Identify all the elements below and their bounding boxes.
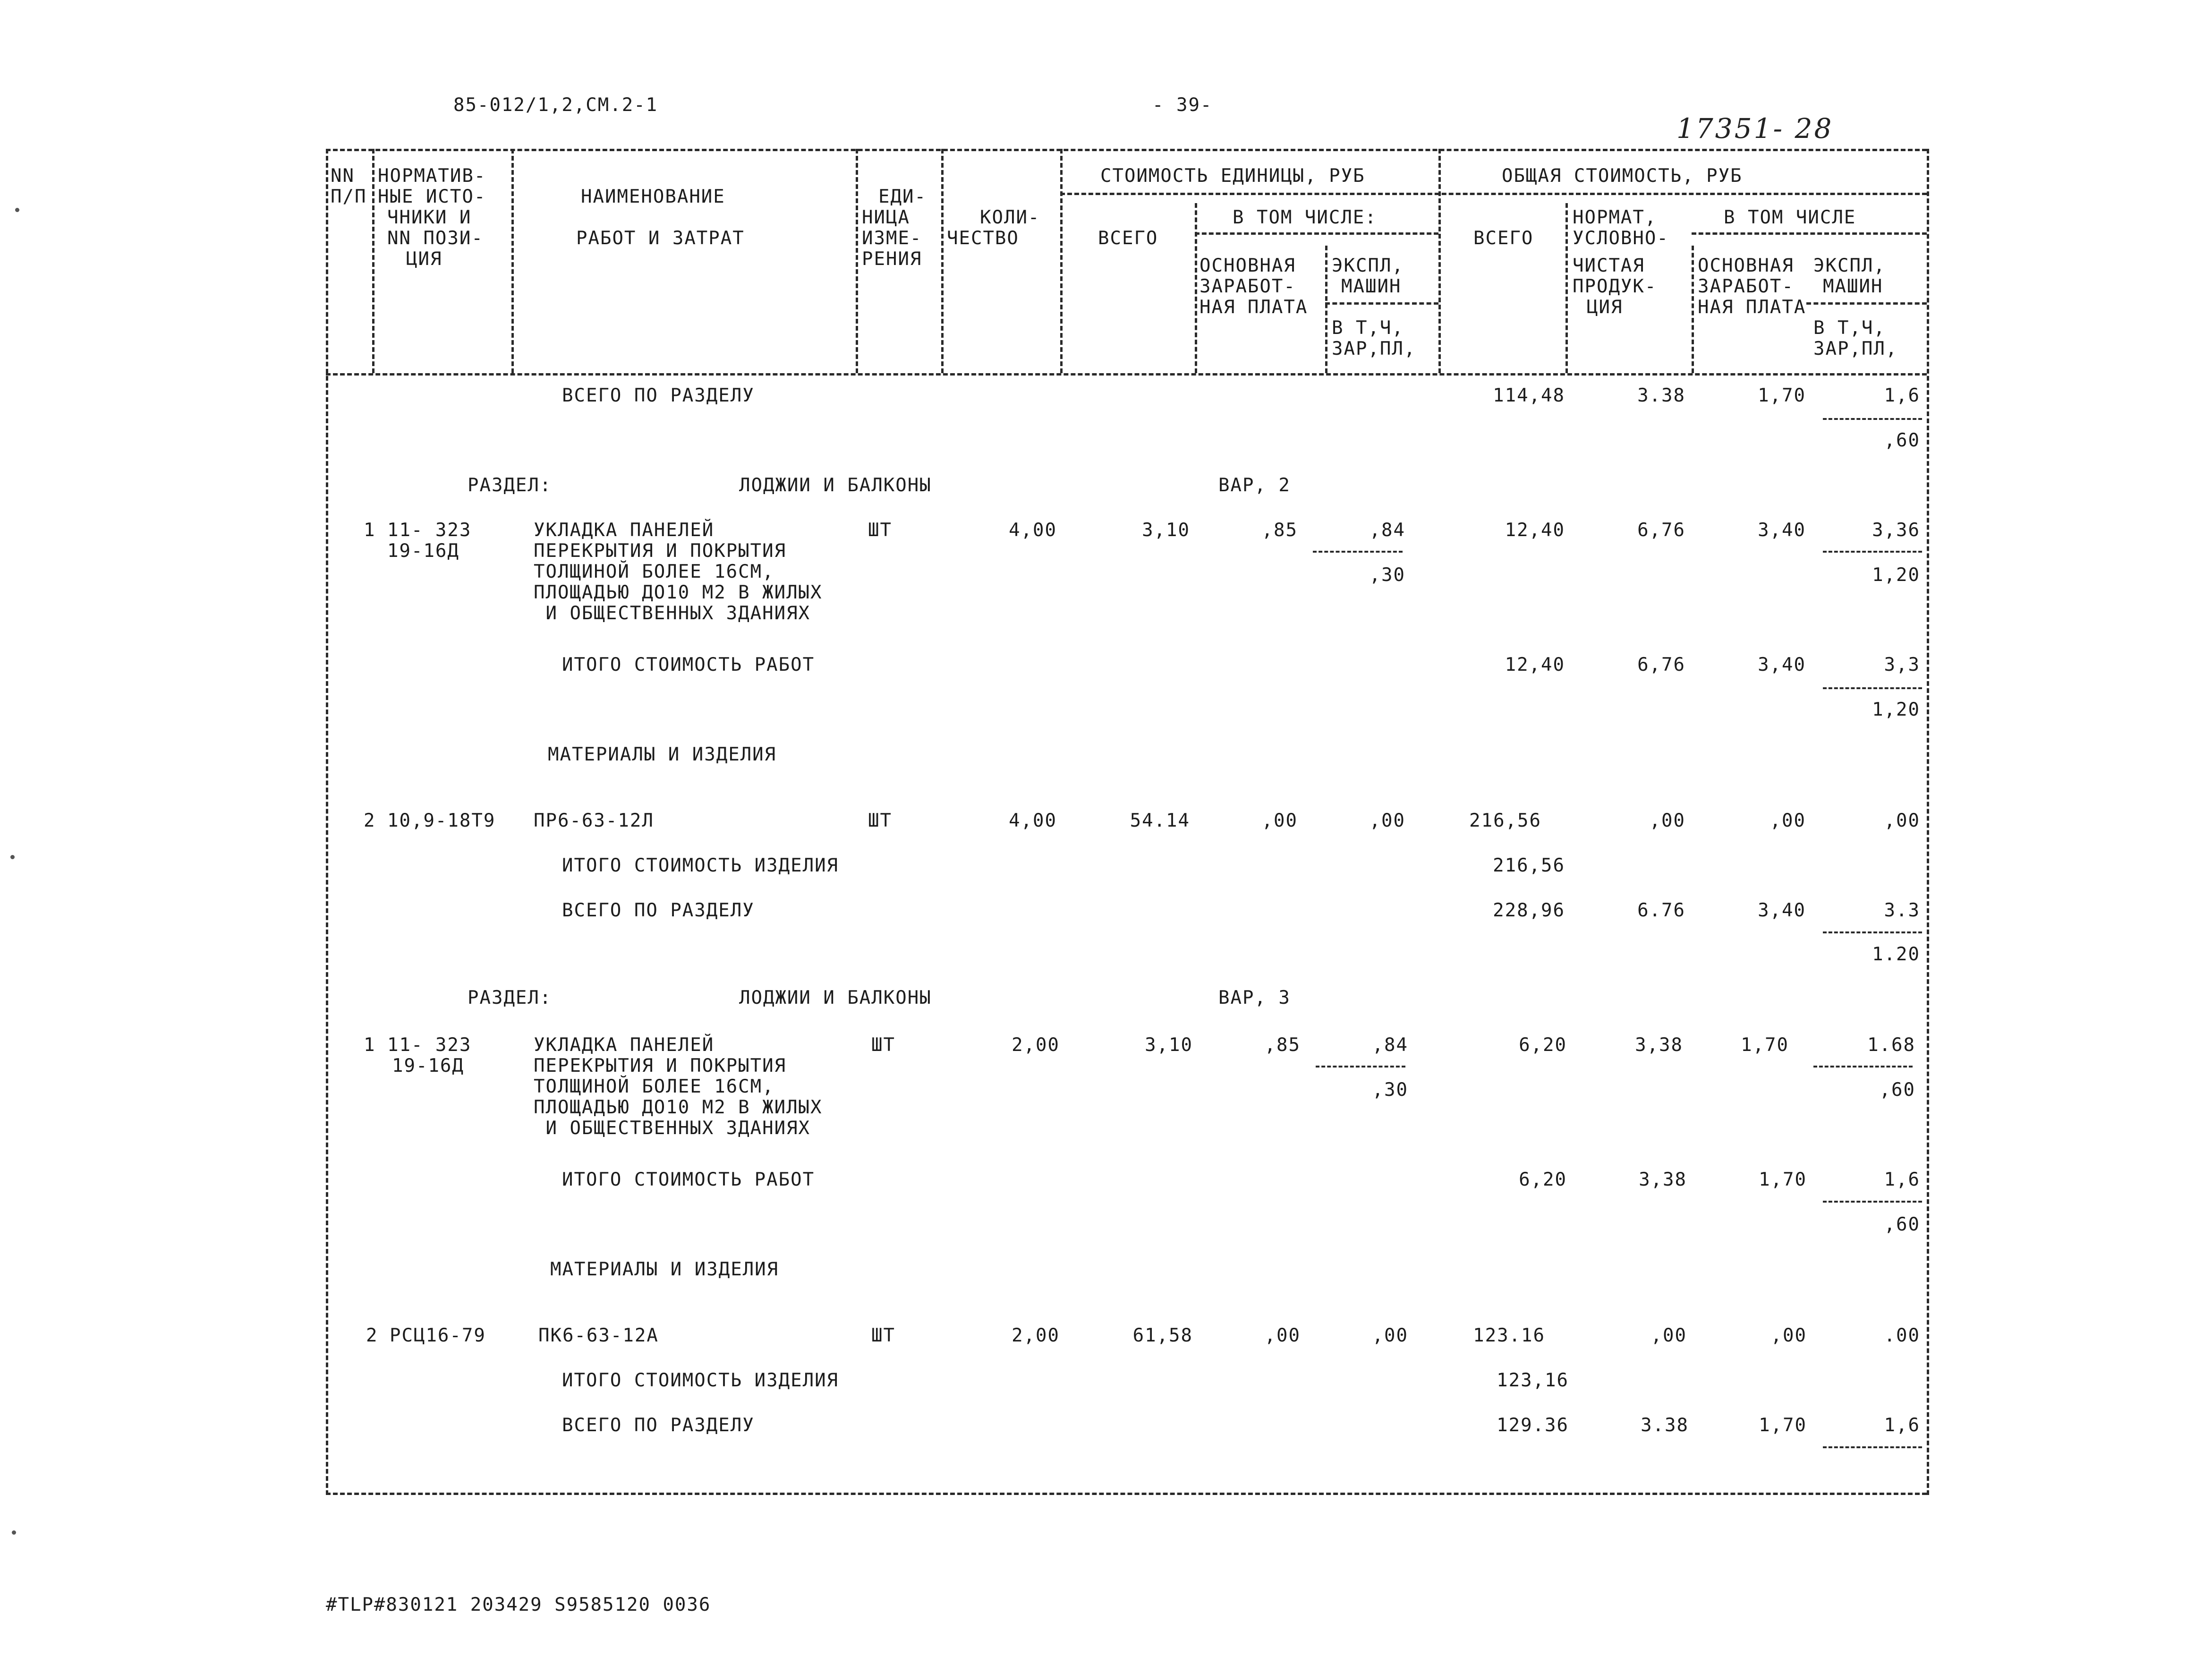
- item-desc: ПЕРЕКРЫТИЯ И ПОКРЫТИЯ: [534, 1055, 787, 1076]
- item-code: 11- 323: [387, 1034, 472, 1056]
- total-value: 216,56: [1493, 855, 1565, 876]
- scan-speck: [15, 208, 19, 212]
- eksp-value: 1,6: [1884, 385, 1920, 406]
- row-label: ИТОГО СТОИМОСТЬ ИЗДЕЛИЯ: [562, 1370, 839, 1391]
- col-separator: [856, 149, 858, 373]
- item-desc: УКЛАДКА ПАНЕЛЕЙ: [534, 520, 715, 541]
- normat-value: ,00: [1650, 1325, 1687, 1346]
- header-source: НЫЕ ИСТО-: [378, 186, 486, 207]
- unit-total: 3,10: [1142, 520, 1190, 541]
- item-unit: ШТ: [871, 1325, 895, 1346]
- header-total-eksp: МАШИН: [1823, 276, 1883, 297]
- header-total-cost: ОБЩАЯ СТОИМОСТЬ, РУБ: [1502, 165, 1743, 187]
- col-separator: [1195, 203, 1197, 373]
- document-code: 85-012/1,2,СМ.2-1: [453, 94, 658, 116]
- item-desc: ТОЛЩИНОЙ БОЛЕЕ 16СМ,: [534, 1076, 774, 1097]
- header-bottom-border: [326, 373, 1927, 376]
- item-number: 2: [366, 1325, 378, 1346]
- header-total-osn: ЗАРАБОТ-: [1698, 276, 1794, 297]
- unit-osn: ,00: [1264, 1325, 1301, 1346]
- header-total-vtch: В Т,Ч,: [1813, 317, 1886, 339]
- item-unit: ШТ: [868, 810, 892, 831]
- total-value: 123.16: [1473, 1325, 1545, 1346]
- header-unit-v-tom: В ТОМ ЧИСЛЕ:: [1233, 207, 1377, 228]
- header-unit: ЕДИ-: [878, 186, 927, 207]
- header-subline: [1195, 232, 1438, 235]
- header-source: ЧНИКИ И: [387, 207, 472, 228]
- item-desc: ПР6-63-12Л: [534, 810, 654, 831]
- osn-value: 3,40: [1758, 900, 1806, 921]
- header-normat: УСЛОВНО-: [1573, 228, 1669, 249]
- header-total-vtch: ЗАР,ПЛ,: [1813, 338, 1898, 359]
- table-top-border: [326, 149, 1927, 151]
- normat-value: 3.38: [1637, 385, 1685, 406]
- row-label: ВСЕГО ПО РАЗДЕЛУ: [562, 900, 755, 921]
- header-qty: ЧЕСТВО: [947, 228, 1019, 249]
- unit-eksp: ,00: [1369, 810, 1405, 831]
- total-value: 12,40: [1505, 520, 1565, 541]
- item-unit: ШТ: [868, 520, 892, 541]
- unit-eksp: ,84: [1372, 1034, 1408, 1056]
- header-source: NN ПОЗИ-: [387, 228, 484, 249]
- scan-speck: [12, 1530, 16, 1535]
- row-label: ИТОГО СТОИМОСТЬ РАБОТ: [562, 654, 815, 675]
- item-desc: ТОЛЩИНОЙ БОЛЕЕ 16СМ,: [534, 561, 774, 582]
- total-value: 228,96: [1493, 900, 1565, 921]
- total-value: 129.36: [1497, 1415, 1569, 1436]
- zp-value: 1,20: [1872, 699, 1920, 720]
- total-value: 6,20: [1519, 1169, 1567, 1190]
- table-left-border: [326, 149, 328, 1495]
- header-source: ЦИЯ: [406, 248, 442, 270]
- normat-value: 6.76: [1637, 900, 1685, 921]
- section-label: РАЗДЕЛ:: [468, 987, 552, 1008]
- header-total-eksp: ЭКСПЛ,: [1813, 255, 1886, 276]
- unit-total: 54.14: [1130, 810, 1190, 831]
- header-normat: ЦИЯ: [1587, 297, 1623, 318]
- total-value: 216,56: [1469, 810, 1541, 831]
- section-variant: ВАР, 3: [1218, 987, 1291, 1008]
- zp-value: ,60: [1884, 430, 1920, 451]
- header-pp: П/П: [331, 186, 367, 207]
- header-unit-vtch: ЗАР,ПЛ,: [1332, 338, 1416, 359]
- osn-value: 1,70: [1758, 385, 1806, 406]
- materials-heading: МАТЕРИАЛЫ И ИЗДЕЛИЯ: [548, 744, 777, 765]
- item-number: 2: [364, 810, 376, 831]
- section-name: ЛОДЖИИ И БАЛКОНЫ: [739, 987, 932, 1008]
- normat-value: 6,76: [1637, 520, 1685, 541]
- zp-value: ,60: [1879, 1079, 1915, 1101]
- unit-zp: ,30: [1372, 1079, 1408, 1101]
- eksp-value: .00: [1884, 1325, 1920, 1346]
- header-unit-osn: НАЯ ПЛАТА: [1200, 297, 1308, 318]
- section-label: РАЗДЕЛ:: [468, 475, 552, 496]
- item-code: 19-16Д: [387, 540, 459, 562]
- header-total-vsego: ВСЕГО: [1473, 228, 1534, 249]
- eksp-value: 1,6: [1884, 1169, 1920, 1190]
- osn-value: 3,40: [1758, 520, 1806, 541]
- item-desc: И ОБЩЕСТВЕННЫХ ЗДАНИЯХ: [534, 603, 811, 624]
- row-label: ИТОГО СТОИМОСТЬ ИЗДЕЛИЯ: [562, 855, 839, 876]
- header-nn: NN: [331, 165, 355, 187]
- unit-osn: ,85: [1261, 520, 1298, 541]
- item-unit: ШТ: [871, 1034, 895, 1056]
- col-separator: [511, 149, 514, 373]
- item-code: 11- 323: [387, 520, 472, 541]
- item-qty: 4,00: [1009, 810, 1057, 831]
- header-normat: НОРМАТ,: [1573, 207, 1657, 228]
- osn-value: 1,70: [1759, 1415, 1807, 1436]
- item-qty: 4,00: [1009, 520, 1057, 541]
- item-number: 1: [364, 1034, 376, 1056]
- unit-osn: ,00: [1261, 810, 1298, 831]
- normat-value: 3.38: [1641, 1415, 1689, 1436]
- header-unit-osn: ЗАРАБОТ-: [1200, 276, 1296, 297]
- eksp-value: 3,3: [1884, 654, 1920, 675]
- eksp-value: 1,6: [1884, 1415, 1920, 1436]
- col-separator: [372, 149, 374, 373]
- footer-code: #TLP#830121 203429 S9585120 0036: [326, 1594, 711, 1615]
- osn-value: 1,70: [1741, 1034, 1789, 1056]
- materials-heading: МАТЕРИАЛЫ И ИЗДЕЛИЯ: [550, 1259, 779, 1280]
- osn-value: 1,70: [1759, 1169, 1807, 1190]
- header-subline: [1806, 302, 1927, 305]
- header-unit-eksp: МАШИН: [1341, 276, 1402, 297]
- unit-eksp: ,00: [1372, 1325, 1408, 1346]
- header-subline: [1325, 302, 1438, 305]
- header-unit-eksp: ЭКСПЛ,: [1332, 255, 1404, 276]
- header-subline: [1692, 232, 1927, 235]
- item-code: 10,9-18Т9: [387, 810, 496, 831]
- header-unit-vsego: ВСЕГО: [1098, 228, 1158, 249]
- osn-value: ,00: [1770, 1325, 1807, 1346]
- unit-total: 61,58: [1132, 1325, 1193, 1346]
- section-variant: ВАР, 2: [1218, 475, 1291, 496]
- header-total-osn: ОСНОВНАЯ: [1698, 255, 1794, 276]
- item-code: РСЦ16-79: [390, 1325, 486, 1346]
- header-total-osn: НАЯ ПЛАТА: [1698, 297, 1806, 318]
- header-name: РАБОТ И ЗАТРАТ: [576, 228, 745, 249]
- zp-value: ,60: [1884, 1214, 1920, 1235]
- col-separator: [1692, 246, 1694, 373]
- col-separator: [941, 149, 944, 373]
- header-qty: КОЛИ-: [980, 207, 1040, 228]
- unit-zp: ,30: [1369, 564, 1405, 586]
- normat-value: 6,76: [1637, 654, 1685, 675]
- item-desc: И ОБЩЕСТВЕННЫХ ЗДАНИЯХ: [534, 1118, 811, 1139]
- table-right-border: [1927, 149, 1929, 1495]
- item-number: 1: [364, 520, 376, 541]
- header-subline: [1060, 193, 1927, 195]
- item-desc: ПК6-63-12А: [538, 1325, 659, 1346]
- header-unit: НИЦА: [862, 207, 910, 228]
- unit-osn: ,85: [1264, 1034, 1301, 1056]
- table-bottom-border: [326, 1493, 1927, 1495]
- item-desc: УКЛАДКА ПАНЕЛЕЙ: [534, 1034, 715, 1056]
- total-value: 114,48: [1493, 385, 1565, 406]
- col-separator: [1060, 149, 1063, 373]
- col-separator: [1325, 246, 1327, 373]
- header-normat: ПРОДУК-: [1573, 276, 1657, 297]
- header-unit-vtch: В Т,Ч,: [1332, 317, 1404, 339]
- total-value: 12,40: [1505, 654, 1565, 675]
- header-unit: РЕНИЯ: [862, 248, 922, 270]
- normat-value: 3,38: [1635, 1034, 1683, 1056]
- col-separator: [1565, 203, 1568, 373]
- page-number: - 39-: [1152, 94, 1213, 116]
- normat-value: 3,38: [1639, 1169, 1687, 1190]
- header-source: НОРМАТИВ-: [378, 165, 486, 187]
- header-unit: ИЗМЕ-: [862, 228, 922, 249]
- unit-total: 3,10: [1145, 1034, 1193, 1056]
- eksp-value: 3,36: [1872, 520, 1920, 541]
- item-qty: 2,00: [1012, 1325, 1060, 1346]
- eksp-value: ,00: [1884, 810, 1920, 831]
- section-name: ЛОДЖИИ И БАЛКОНЫ: [739, 475, 932, 496]
- item-desc: ПЛОЩАДЬЮ ДО10 М2 В ЖИЛЫХ: [534, 582, 823, 603]
- row-label: ВСЕГО ПО РАЗДЕЛУ: [562, 385, 755, 406]
- zp-value: 1,20: [1872, 564, 1920, 586]
- col-separator: [1438, 149, 1441, 373]
- osn-value: ,00: [1770, 810, 1806, 831]
- total-value: 123,16: [1497, 1370, 1569, 1391]
- header-unit-cost: СТОИМОСТЬ ЕДИНИЦЫ, РУБ: [1100, 165, 1365, 187]
- row-label: ВСЕГО ПО РАЗДЕЛУ: [562, 1415, 755, 1436]
- row-label: ИТОГО СТОИМОСТЬ РАБОТ: [562, 1169, 815, 1190]
- normat-value: ,00: [1649, 810, 1685, 831]
- eksp-value: 3.3: [1884, 900, 1920, 921]
- header-unit-osn: ОСНОВНАЯ: [1200, 255, 1296, 276]
- item-desc: ПЕРЕКРЫТИЯ И ПОКРЫТИЯ: [534, 540, 787, 562]
- header-name: НАИМЕНОВАНИЕ: [581, 186, 725, 207]
- unit-eksp: ,84: [1369, 520, 1405, 541]
- zp-value: 1.20: [1872, 944, 1920, 965]
- scan-speck: [10, 855, 15, 859]
- osn-value: 3,40: [1758, 654, 1806, 675]
- eksp-value: 1.68: [1867, 1034, 1915, 1056]
- item-code: 19-16Д: [392, 1055, 464, 1076]
- header-normat: ЧИСТАЯ: [1573, 255, 1645, 276]
- item-qty: 2,00: [1012, 1034, 1060, 1056]
- handwritten-reference: 17351- 28: [1676, 112, 1834, 145]
- item-desc: ПЛОЩАДЬЮ ДО10 М2 В ЖИЛЫХ: [534, 1097, 823, 1118]
- total-value: 6,20: [1519, 1034, 1567, 1056]
- header-total-v-tom: В ТОМ ЧИСЛЕ: [1724, 207, 1856, 228]
